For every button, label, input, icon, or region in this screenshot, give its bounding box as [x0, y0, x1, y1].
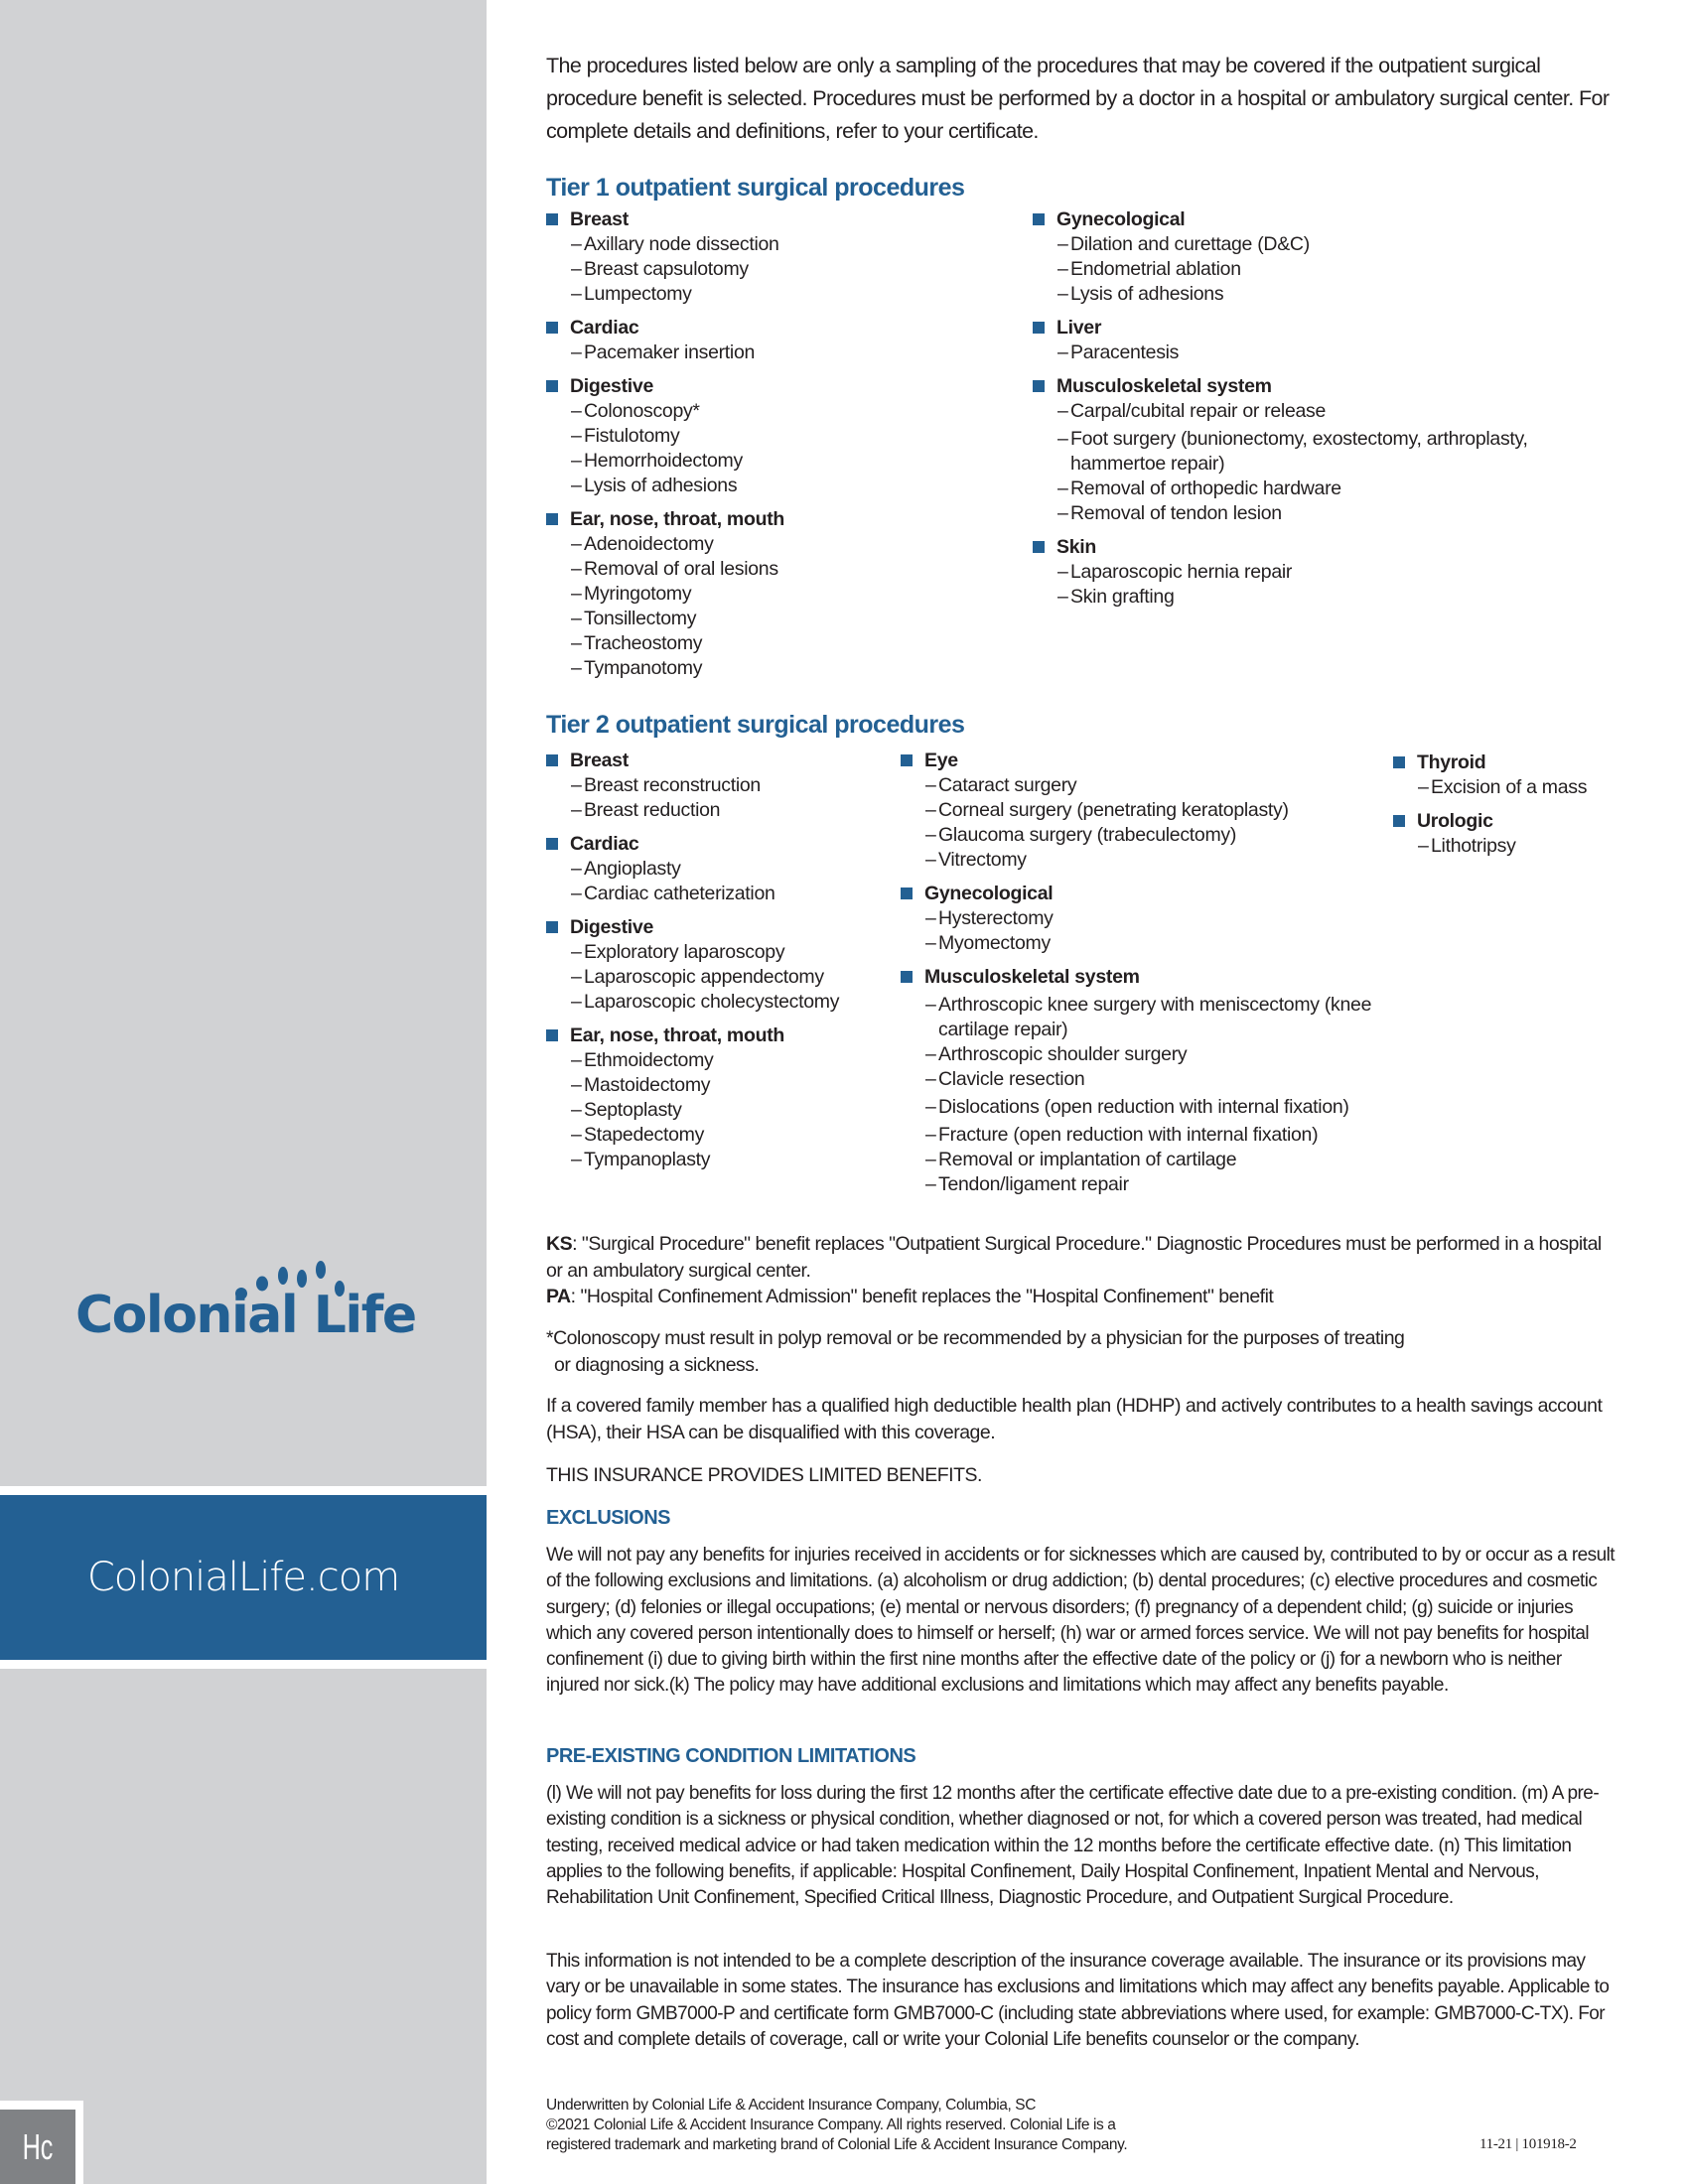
- dash-bullet-icon: –: [571, 774, 582, 796]
- dash-bullet-icon: –: [571, 1049, 582, 1071]
- dash-bullet-icon: –: [571, 608, 582, 629]
- procedure-item: [546, 1048, 884, 1073]
- exclusions-heading: EXCLUSIONS: [546, 1507, 671, 1529]
- procedure-text: Breast reduction: [584, 799, 721, 821]
- procedure-text: Clavicle resection: [938, 1068, 1085, 1090]
- intro-paragraph: The procedures listed below are only a sampling of the procedures that may be covered if the outpatient surgical procedure benefit is selected. Procedures must be performed by a doctor in a hospital or ambulatory surgical center. For complete details and definitions, refer to your certificate.: [546, 54, 1610, 143]
- dash-bullet-icon: –: [925, 824, 936, 846]
- dash-bullet-icon: –: [925, 907, 936, 929]
- footer-line-1: Underwritten by Colonial Life & Accident Insurance Company, Columbia, SC: [546, 2097, 1037, 2114]
- procedure-text: Arthroscopic shoulder surgery: [938, 1043, 1188, 1065]
- tier1-column-2: [1033, 207, 1529, 610]
- dash-bullet-icon: –: [925, 994, 936, 1016]
- dash-bullet-icon: –: [1057, 400, 1068, 422]
- procedure-text: Carpal/cubital repair or release: [1070, 400, 1327, 422]
- dash-bullet-icon: –: [571, 558, 582, 580]
- procedure-text: Endometrial ablation: [1070, 258, 1241, 280]
- footer-legal: [546, 2096, 1241, 2155]
- colonoscopy-note-line1: *Colonoscopy must result in polyp removal or be recommended by a physician for the purposes of treating: [546, 1327, 1405, 1349]
- tier2-heading: Tier 2 outpatient surgical procedures: [546, 711, 965, 739]
- colonoscopy-note-line2: or diagnosing a sickness.: [554, 1353, 760, 1376]
- procedure-text: Removal of tendon lesion: [1070, 502, 1282, 524]
- dash-bullet-icon: –: [925, 1173, 936, 1195]
- procedure-item: [546, 449, 1013, 474]
- procedure-item: [901, 931, 1407, 956]
- procedure-item: [546, 474, 1013, 498]
- dash-bullet-icon: –: [571, 941, 582, 963]
- procedure-text: Axillary node dissection: [584, 233, 779, 255]
- procedure-item: [546, 1098, 884, 1123]
- procedure-item: [901, 848, 1407, 873]
- dash-bullet-icon: –: [1057, 502, 1068, 524]
- dash-bullet-icon: –: [925, 1096, 936, 1118]
- procedure-item: [546, 607, 1013, 631]
- procedure-item: [546, 773, 884, 798]
- disclaimer-text: This information is not intended to be a complete description of the insurance coverage available. The insurance or its provisions may vary or be unavailable in some states. The insurance has exclusions and limitations which may affect any benefits payable. Applicable to policy form GMB7000-P and certificate form GMB7000-C (including state abbreviations where used, for example: GMB7000-C-TX). For cost and complete details of coverage, call or write your Colonial Life benefits counselor or the company.: [546, 1951, 1610, 2050]
- category-heading: Musculoskeletal system: [901, 965, 1407, 990]
- procedure-text: Skin grafting: [1070, 586, 1175, 608]
- category-heading: Ear, nose, throat, mouth: [546, 1024, 884, 1048]
- procedure-text: Laparoscopic appendectomy: [584, 966, 824, 988]
- dash-bullet-icon: –: [571, 341, 582, 363]
- procedure-text: Dilation and curettage (D&C): [1070, 233, 1310, 255]
- procedure-item: [1033, 427, 1529, 477]
- pa-note: [546, 1284, 1618, 1310]
- procedure-item: [546, 341, 1013, 365]
- procedure-text: Angioplasty: [584, 858, 681, 880]
- procedure-item: [901, 993, 1407, 1042]
- category-heading: Urologic: [1393, 809, 1621, 834]
- procedure-text: Dislocations (open reduction with internal fixation): [938, 1096, 1349, 1118]
- procedure-text: Lumpectomy: [584, 283, 692, 305]
- procedure-text: Septoplasty: [584, 1099, 682, 1121]
- procedure-item: [1033, 501, 1529, 526]
- procedure-text: Ethmoidectomy: [584, 1049, 714, 1071]
- procedure-item: [546, 631, 1013, 656]
- procedure-text: Exploratory laparoscopy: [584, 941, 785, 963]
- procedure-item: [1033, 232, 1529, 257]
- procedure-item: [546, 798, 884, 823]
- hc-badge-text: Hc: [22, 2125, 54, 2167]
- dash-bullet-icon: –: [1057, 283, 1068, 305]
- procedure-item: [1033, 585, 1529, 610]
- procedure-item: [901, 1148, 1407, 1172]
- procedure-item: [546, 257, 1013, 282]
- dash-bullet-icon: –: [571, 258, 582, 280]
- procedure-item: [1393, 834, 1621, 859]
- procedure-item: [546, 232, 1013, 257]
- procedure-item: [1033, 477, 1529, 501]
- procedure-text: Colonoscopy*: [584, 400, 700, 422]
- dash-bullet-icon: –: [571, 1099, 582, 1121]
- footer-line-2: ©2021 Colonial Life & Accident Insurance Company. All rights reserved. Colonial Life is a: [546, 2116, 1116, 2133]
- dash-bullet-icon: –: [571, 425, 582, 447]
- dash-bullet-icon: –: [1057, 478, 1068, 499]
- website-band: [0, 1495, 487, 1660]
- procedure-text: Corneal surgery (penetrating keratoplasty): [938, 799, 1289, 821]
- website-link[interactable]: ColonialLife.com: [86, 1555, 400, 1600]
- procedure-item: [546, 857, 884, 882]
- procedure-text: Tympanoplasty: [584, 1149, 711, 1170]
- ks-label: KS: [546, 1233, 573, 1255]
- dash-bullet-icon: –: [571, 858, 582, 880]
- dash-bullet-icon: –: [571, 1124, 582, 1146]
- procedure-text: Cataract surgery: [938, 774, 1077, 796]
- procedure-item: [1033, 257, 1529, 282]
- pa-label: PA: [546, 1286, 571, 1307]
- procedure-text: Stapedectomy: [584, 1124, 705, 1146]
- procedure-item: [901, 823, 1407, 848]
- dash-bullet-icon: –: [571, 632, 582, 654]
- colonial-life-logo: [75, 1246, 416, 1355]
- category-heading: Breast: [546, 749, 884, 773]
- procedure-text: Laparoscopic cholecystectomy: [584, 991, 840, 1013]
- pa-text: : "Hospital Confinement Admission" benefit replaces the "Hospital Confinement" benefit: [570, 1286, 1274, 1307]
- state-notes: [546, 1231, 1618, 1310]
- tier2-column-2: [901, 749, 1407, 1197]
- procedure-item: [546, 1148, 884, 1172]
- procedure-item: [546, 582, 1013, 607]
- procedure-item: [901, 1042, 1407, 1067]
- dash-bullet-icon: –: [571, 1074, 582, 1096]
- procedure-item: [546, 532, 1013, 557]
- procedure-text: Myomectomy: [938, 932, 1051, 954]
- procedure-text: Lysis of adhesions: [1070, 283, 1224, 305]
- procedure-item: [546, 1073, 884, 1098]
- dash-bullet-icon: –: [925, 799, 936, 821]
- procedure-text: Removal of oral lesions: [584, 558, 778, 580]
- procedure-text: Adenoidectomy: [584, 533, 714, 555]
- tier1-column-1: [546, 207, 1013, 681]
- preexisting-text: (l) We will not pay benefits for loss during the first 12 months after the certificate effective date due to a pre-existing condition. (m) A pre-existing condition is a sickness or physical condition, whether diagnosed or not, for which a covered person was treated, had medical testing, received medical advice or had taken medication within the 12 months before the certificate effective date. (n) This limitation applies to the following benefits, if applicable: Hospital Confinement, Daily Hospital Confinement, Inpatient Mental and Nervous, Rehabilitation Unit Confinement, Specified Critical Illness, Diagnostic Procedure, and Outpatient Surgical Procedure.: [546, 1783, 1600, 1909]
- exclusions-text: We will not pay any benefits for injuries received in accidents or for sicknesses which are caused by, contributed to by or occur as a result of the following exclusions and limitations. (a) alcoholism or drug addiction; (b) dental procedures; (c) elective procedures and cosmetic surgery; (d) felonies or illegal occupations; (e) mental or nervous disorders; (f) pregnancy of a dependent child; (g) suicide or injuries which any covered person intentionally does to himself or herself; (h) war or armed forces service. We will not pay benefits for hospital confinement (i) due to giving birth within the first nine months after the effective date of the policy or (j) for a newborn who is neither injured nor sick.(k) The policy may have additional exclusions and limitations which may affect any benefits payable.: [546, 1545, 1616, 1697]
- procedure-item: [901, 1095, 1407, 1120]
- procedure-text: Tympanotomy: [584, 657, 703, 679]
- limited-benefits-note: THIS INSURANCE PROVIDES LIMITED BENEFITS.: [546, 1464, 982, 1486]
- procedure-text: Tonsillectomy: [584, 608, 697, 629]
- dash-bullet-icon: –: [571, 883, 582, 904]
- procedure-text: Breast reconstruction: [584, 774, 761, 796]
- tier1-heading: Tier 1 outpatient surgical procedures: [546, 174, 965, 202]
- procedure-item: [546, 399, 1013, 424]
- tier2-column-1: [546, 749, 884, 1172]
- dash-bullet-icon: –: [925, 849, 936, 871]
- dash-bullet-icon: –: [571, 991, 582, 1013]
- hc-badge: [0, 2110, 75, 2184]
- hsa-note: If a covered family member has a qualified high deductible health plan (HDHP) and actively contributes to a health savings account (HSA), their HSA can be disqualified with this coverage.: [546, 1395, 1603, 1443]
- procedure-text: Lysis of adhesions: [584, 475, 738, 496]
- procedure-text: Fracture (open reduction with internal fixation): [938, 1124, 1319, 1146]
- procedure-item: [901, 1172, 1407, 1197]
- dash-bullet-icon: –: [1057, 341, 1068, 363]
- procedure-text: Arthroscopic knee surgery with meniscectomy (knee cartilage repair): [938, 994, 1372, 1040]
- procedure-text: Removal or implantation of cartilage: [938, 1149, 1237, 1170]
- dash-bullet-icon: –: [571, 799, 582, 821]
- procedure-text: Myringotomy: [584, 583, 692, 605]
- procedure-item: [901, 798, 1407, 823]
- divider: [0, 1660, 487, 1669]
- footer-line-3: registered trademark and marketing brand of Colonial Life & Accident Insurance Company.: [546, 2136, 1128, 2153]
- procedure-item: [1033, 341, 1529, 365]
- procedure-text: Excision of a mass: [1431, 776, 1588, 798]
- dash-bullet-icon: –: [571, 1149, 582, 1170]
- procedure-item: [546, 990, 884, 1015]
- category-heading: Liver: [1033, 316, 1529, 341]
- dash-bullet-icon: –: [571, 233, 582, 255]
- procedure-text: Hysterectomy: [938, 907, 1054, 929]
- procedure-item: [546, 882, 884, 906]
- dash-bullet-icon: –: [1057, 561, 1068, 583]
- dash-bullet-icon: –: [571, 583, 582, 605]
- category-heading: Ear, nose, throat, mouth: [546, 507, 1013, 532]
- procedure-item: [901, 773, 1407, 798]
- procedure-text: Lithotripsy: [1431, 835, 1516, 857]
- ks-note: [546, 1231, 1618, 1284]
- preexisting-heading: PRE-EXISTING CONDITION LIMITATIONS: [546, 1745, 916, 1767]
- dash-bullet-icon: –: [1057, 586, 1068, 608]
- procedure-text: Fistulotomy: [584, 425, 680, 447]
- procedure-item: [546, 940, 884, 965]
- category-heading: Gynecological: [1033, 207, 1529, 232]
- procedure-item: [1033, 282, 1529, 307]
- dash-bullet-icon: –: [925, 1149, 936, 1170]
- dash-bullet-icon: –: [1418, 835, 1429, 857]
- sidebar-panel: [0, 0, 487, 2184]
- dash-bullet-icon: –: [925, 1043, 936, 1065]
- procedure-item: [546, 282, 1013, 307]
- procedure-text: Glaucoma surgery (trabeculectomy): [938, 824, 1237, 846]
- logo-wordmark: Colonial Life: [75, 1286, 416, 1345]
- procedure-item: [546, 424, 1013, 449]
- divider: [0, 1486, 487, 1495]
- procedure-text: Paracentesis: [1070, 341, 1180, 363]
- procedure-text: Foot surgery (bunionectomy, exostectomy, arthroplasty, hammertoe repair): [1070, 428, 1528, 475]
- procedure-item: [546, 965, 884, 990]
- procedure-text: Cardiac catheterization: [584, 883, 775, 904]
- procedure-item: [546, 656, 1013, 681]
- dash-bullet-icon: –: [571, 475, 582, 496]
- category-heading: Digestive: [546, 374, 1013, 399]
- category-heading: Gynecological: [901, 882, 1407, 906]
- dash-bullet-icon: –: [925, 774, 936, 796]
- procedure-item: [1033, 560, 1529, 585]
- procedure-item: [901, 1067, 1407, 1092]
- procedure-item: [1033, 399, 1529, 424]
- dash-bullet-icon: –: [571, 533, 582, 555]
- dash-bullet-icon: –: [571, 966, 582, 988]
- form-code: 11-21 | 101918-2: [1479, 2136, 1577, 2152]
- procedure-text: Breast capsulotomy: [584, 258, 749, 280]
- dash-bullet-icon: –: [1057, 258, 1068, 280]
- colonoscopy-note: [546, 1325, 1618, 1378]
- category-heading: Musculoskeletal system: [1033, 374, 1529, 399]
- procedure-text: Removal of orthopedic hardware: [1070, 478, 1341, 499]
- category-heading: Breast: [546, 207, 1013, 232]
- dash-bullet-icon: –: [571, 657, 582, 679]
- procedure-item: [901, 906, 1407, 931]
- procedure-text: Mastoidectomy: [584, 1074, 711, 1096]
- procedure-text: Hemorrhoidectomy: [584, 450, 743, 472]
- procedure-text: Vitrectomy: [938, 849, 1027, 871]
- dash-bullet-icon: –: [925, 932, 936, 954]
- dash-bullet-icon: –: [1057, 428, 1068, 450]
- category-heading: Skin: [1033, 535, 1529, 560]
- category-heading: Thyroid: [1393, 751, 1621, 775]
- category-heading: Cardiac: [546, 316, 1013, 341]
- procedure-text: Tracheostomy: [584, 632, 703, 654]
- procedure-item: [1393, 775, 1621, 800]
- dash-bullet-icon: –: [571, 450, 582, 472]
- category-heading: Eye: [901, 749, 1407, 773]
- dash-bullet-icon: –: [571, 400, 582, 422]
- ks-text: : "Surgical Procedure" benefit replaces "Outpatient Surgical Procedure." Diagnostic Procedures must be performed in a hospital or an ambulatory surgical center.: [546, 1233, 1602, 1282]
- procedure-item: [546, 557, 1013, 582]
- dash-bullet-icon: –: [925, 1124, 936, 1146]
- procedure-item: [901, 1123, 1407, 1148]
- category-heading: Cardiac: [546, 832, 884, 857]
- tier2-column-3: [1393, 751, 1621, 859]
- category-heading: Digestive: [546, 915, 884, 940]
- procedure-text: Laparoscopic hernia repair: [1070, 561, 1293, 583]
- procedure-text: Tendon/ligament repair: [938, 1173, 1129, 1195]
- procedure-item: [546, 1123, 884, 1148]
- dash-bullet-icon: –: [925, 1068, 936, 1090]
- dash-bullet-icon: –: [1418, 776, 1429, 798]
- dash-bullet-icon: –: [571, 283, 582, 305]
- dash-bullet-icon: –: [1057, 233, 1068, 255]
- procedure-text: Pacemaker insertion: [584, 341, 756, 363]
